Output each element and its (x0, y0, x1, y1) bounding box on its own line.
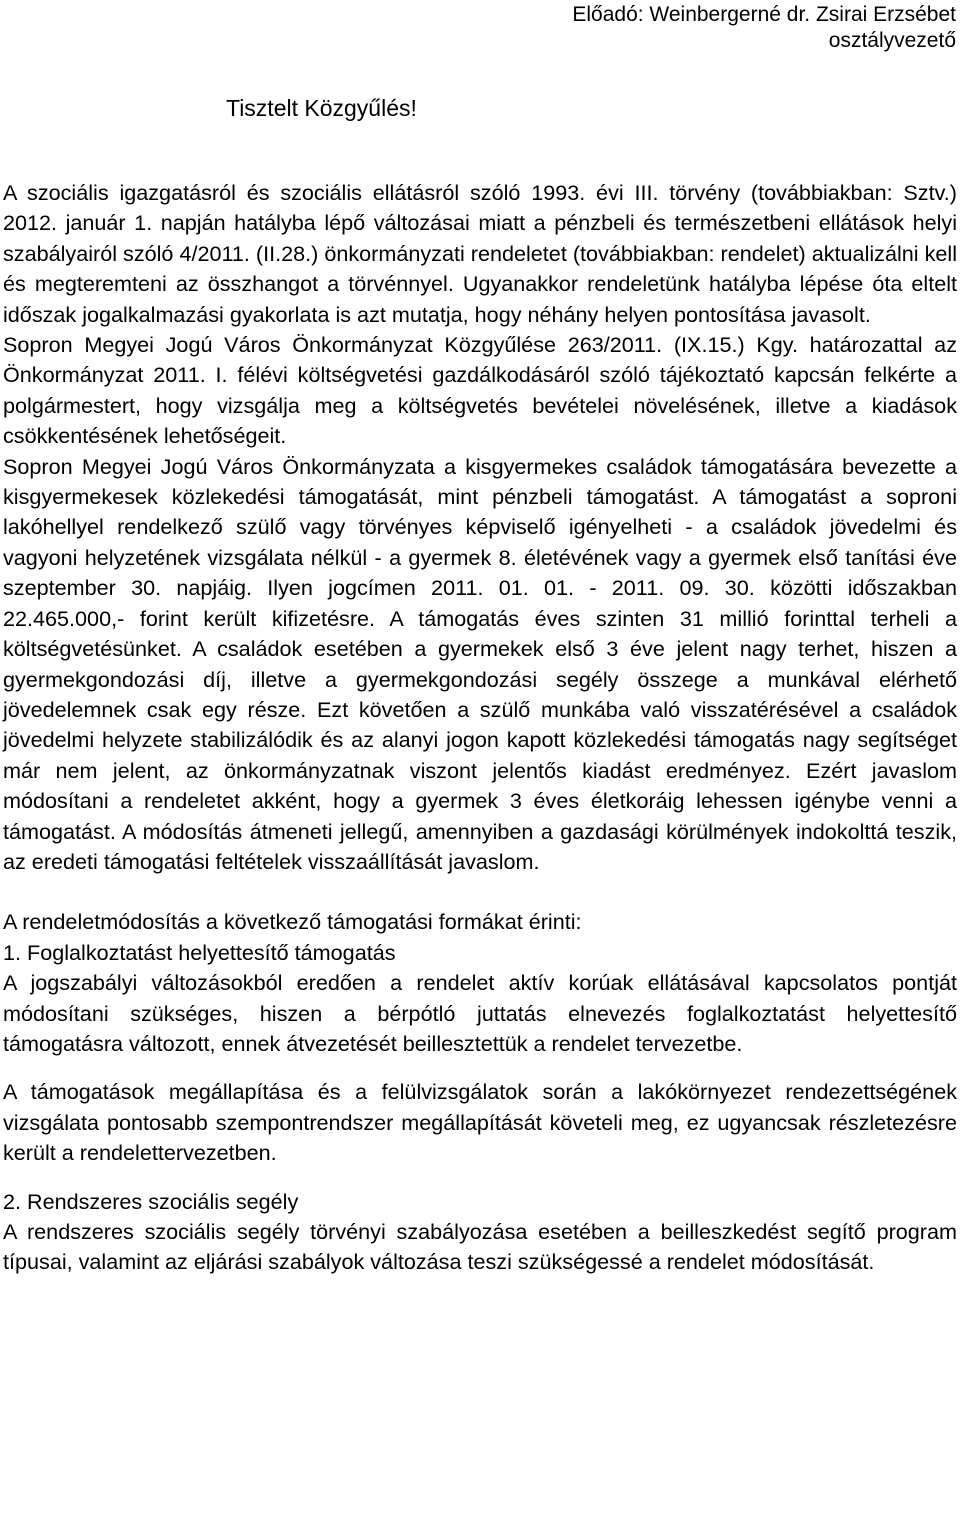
paragraph-transport-support: Sopron Megyei Jogú Város Önkormányzata a kisgyermekes családok támogatására bevezette a kisgyermekesek közlekedési támogatását, mint pénzbeli támogatást. A támogatást a soproni lakóhellyel rendelkező szülő vagy törvényes képviselő igényelheti - a családok jövedelmi és vagyoni helyzetének vizsgálata nélkül - a gyermek 8. életévének vagy a gyermek első tanítási éve szeptember 30. napjáig. Ilyen jogcímen 2011. 01. 01. - 2011. 09. 30. közötti időszakban 22.465.000,- forint került kifizetésre. A támogatás éves szinten 31 millió forinttal terheli a költségvetésünket. A családok esetében a gyermekek első 3 éve jelent nagy terhet, hiszen a gyermekgondozási díj, illetve a gyermekgondozási segély összege a munkával elérhető jövedelemnek csak egy része. Ezt követően a szülő munkába való visszatérésével a családok jövedelmi helyzete stabilizálódik és az alanyi jogon kapott közlekedési támogatás nagy segítséget már nem jelent, az önkormányzatnak viszont jelentős kiadást eredményez. Ezért javaslom módosítani a rendeletet akként, hogy a gyermek 3 éves életkoráig lehessen igénybe venni a támogatást. A módosítás átmeneti jellegű, amennyiben a gazdasági körülmények indokolttá teszik, az eredeti támogatási feltételek visszaállítását javaslom. (3, 453, 957, 874)
paragraph-employment-support: A jogszabályi változásokból eredően a rendelet aktív korúak ellátásával kapcsolatos pontját módosítani szükséges, hiszen a bérpótló juttatás elnevezés foglalkoztatást helyettesítő támogatásra változott, ennek átvezetését beillesztettük a rendelet tervezetbe. (3, 970, 957, 1056)
salutation: Tisztelt Közgyűlés! (226, 95, 417, 121)
paragraph-regular-social-aid: A rendszeres szociális segély törvényi szabályozása esetében a beilleszkedést segítő program típusai, valamint az eljárási szabályok változása teszi szükségessé a rendelet módosítását. (3, 1219, 957, 1275)
document-body (3, 178, 957, 1278)
presenter-position: osztályvezető (828, 29, 956, 52)
paragraph-affected-forms: A rendeletmódosítás a következő támogatási formákat érinti: (3, 909, 582, 935)
section-heading-2: 2. Rendszeres szociális segély (3, 1188, 299, 1214)
paragraph-intro: A szociális igazgatásról és szociális ellátásról szóló 1993. évi III. törvény (továbbiakban: Sztv.) 2012. január 1. napján hatályba lépő változásai miatt a pénzbeli és természetbeni ellátások helyi szabályairól szóló 4/2011. (II.28.) önkormányzati rendeletet (továbbiakban: rendelet) aktualizálni kell és megteremteni az összhangot a törvénnyel. Ugyanakkor rendeletünk hatályba lépése óta eltelt időszak jogalkalmazási gyakorlata is azt mutatja, hogy néhány helyen pontosítása javasolt. (3, 180, 957, 327)
paragraph-living-environment: A támogatások megállapítása és a felülvizsgálatok során a lakókörnyezet rendezettségének vizsgálata pontosabb szempontrendszer megállapítását követeli meg, ez ugyancsak részletezésre került a rendelettervezetben. (3, 1079, 957, 1166)
section-heading-1: 1. Foglalkoztatást helyettesítő támogatás (3, 939, 396, 965)
presenter-block (572, 2, 956, 54)
paragraph-resolution: Sopron Megyei Jogú Város Önkormányzat Közgyűlése 263/2011. (IX.15.) Kgy. határozattal az Önkormányzat 2011. I. félévi költségvetési gazdálkodásáról szóló tájékoztató kapcsán felkérte a polgármestert, hogy vizsgálja meg a költségvetés bevételei növelésének, illetve a kiadások csökkentésének lehetőségeit. (3, 332, 957, 449)
presenter-name: Előadó: Weinbergerné dr. Zsirai Erzsébet (572, 3, 956, 26)
